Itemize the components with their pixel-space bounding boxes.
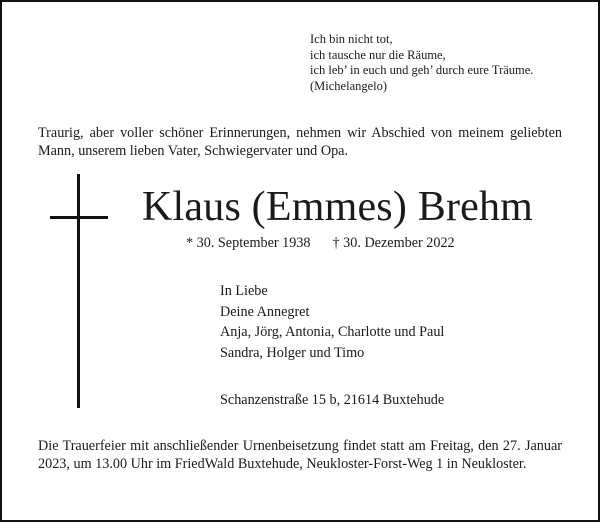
mourners-block bbox=[220, 281, 444, 363]
mourners-line: Sandra, Holger und Timo bbox=[220, 344, 365, 361]
address: Schanzenstraße 15 b, 21614 Buxtehude bbox=[220, 392, 445, 408]
quote-line: ich tausche nur die Räume, bbox=[310, 47, 446, 62]
funeral-info: Die Trauerfeier mit anschließender Urnenbeisetzung findet statt am Freitag, den 27. Januar 2023, um 13.00 Uhr im FriedWald Buxtehude, Neukloster-Forst-Weg 1 in Neukloster. bbox=[38, 438, 562, 472]
life-dates bbox=[186, 234, 455, 252]
intro-text: Traurig, aber voller schöner Erinnerungen, nehmen wir Abschied von meinem geliebten Mann, unserem lieben Vater, Schwiegervater und Opa. bbox=[38, 125, 562, 159]
birth-date: * 30. September 1938 bbox=[186, 235, 311, 251]
mourners-line: In Liebe bbox=[220, 283, 268, 299]
mourners-line: Anja, Jörg, Antonia, Charlotte und Paul bbox=[220, 324, 445, 340]
deceased-name: Klaus (Emmes) Brehm bbox=[142, 184, 534, 230]
quote-line: Ich bin nicht tot, bbox=[310, 32, 393, 46]
death-date: † 30. Dezember 2022 bbox=[332, 235, 455, 251]
quote-line: ich leb’ in euch und geh’ durch eure Träume. bbox=[310, 63, 534, 77]
mourners-line: Deine Annegret bbox=[220, 303, 310, 320]
quote-author: (Michelangelo) bbox=[310, 78, 388, 93]
